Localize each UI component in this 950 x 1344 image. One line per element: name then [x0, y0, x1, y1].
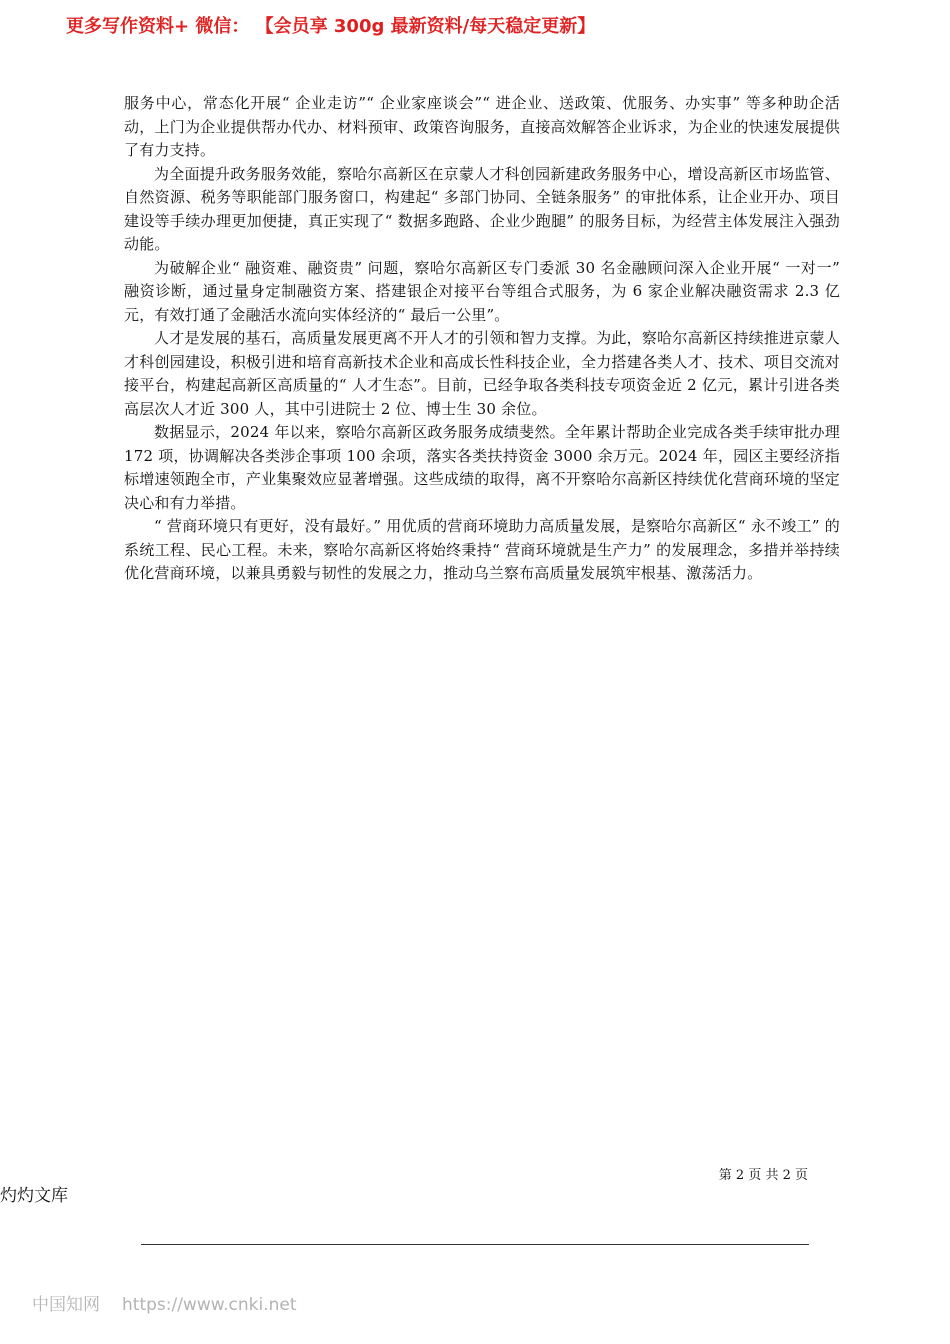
article-body — [124, 92, 840, 586]
promo-banner-prefix: 更多写作资料+ 微信： — [66, 16, 250, 37]
watermark-name: 中国知网 — [32, 1295, 100, 1315]
paragraph: 人才是发展的基石，高质量发展更离不开人才的引领和智力支撑。为此，察哈尔高新区持续推进京蒙人才科创园建设，积极引进和培育高新技术企业和高成长性科技企业，全力搭建各类人才、技术、项目交流对接平台，构建起高新区高质量的“ 人才生态”。目前，已经争取各类科技专项资金近 2 亿元，累计引进各类高层次人才近 300 人，其中引进院士 2 位、博士生 30 余位。 — [124, 329, 840, 418]
paragraph: 数据显示，2024 年以来，察哈尔高新区政务服务成绩斐然。全年累计帮助企业完成各类手续审批办理 172 项，协调解决各类涉企事项 100 余项，落实各类扶持资金 3000 余万元。2024 年，园区主要经济指标增速领跑全市，产业集聚效应显著增强。这些成绩的取得，离不开察哈尔高新区持续优化营商环境的坚定决心和有力举措。 — [124, 423, 840, 512]
brand-label: 灼灼文库 — [0, 1186, 68, 1206]
page-number: 第 2 页 共 2 页 — [718, 1168, 808, 1183]
paragraph: 为全面提升政务服务效能，察哈尔高新区在京蒙人才科创园新建政务服务中心，增设高新区市场监管、自然资源、税务等职能部门服务窗口，构建起“ 多部门协同、全链条服务” 的审批体系，让企业开办、项目建设等手续办理更加便捷，真正实现了“ 数据多跑路、企业少跑腿” 的服务目标，为经营主体发展注入强劲动能。 — [124, 164, 840, 253]
paragraph: 为破解企业“ 融资难、融资贵” 问题，察哈尔高新区专门委派 30 名金融顾问深入企业开展“ 一对一” 融资诊断，通过量身定制融资方案、搭建银企对接平台等组合式服务，为 6 家企业解决融资需求 2.3 亿元，有效打通了金融活水流向实体经济的“ 最后一公里”。 — [124, 258, 840, 324]
paragraph: 服务中心，常态化开展“ 企业走访”“ 企业家座谈会”“ 进企业、送政策、优服务、办实事” 等多种助企活动，上门为企业提供帮办代办、材料预审、政策咨询服务，直接高效解答企业诉求，为企业的快速发展提供了有力支持。 — [124, 94, 840, 159]
watermark-url: https://www.cnki.net — [122, 1295, 297, 1315]
footer-divider — [141, 1244, 809, 1245]
promo-banner-highlight: 【会员享 300g 最新资料/每天稳定更新】 — [255, 16, 596, 37]
cnki-watermark — [32, 1294, 296, 1316]
paragraph: “ 营商环境只有更好，没有最好。” 用优质的营商环境助力高质量发展，是察哈尔高新区“ 永不竣工” 的系统工程、民心工程。未来，察哈尔高新区将始终秉持“ 营商环境就是生产力” 的发展理念，多措并举持续优化营商环境，以兼具勇毅与韧性的发展之力，推动乌兰察布高质量发展筑牢根基、激荡活力。 — [124, 517, 840, 582]
promo-banner — [66, 14, 595, 40]
